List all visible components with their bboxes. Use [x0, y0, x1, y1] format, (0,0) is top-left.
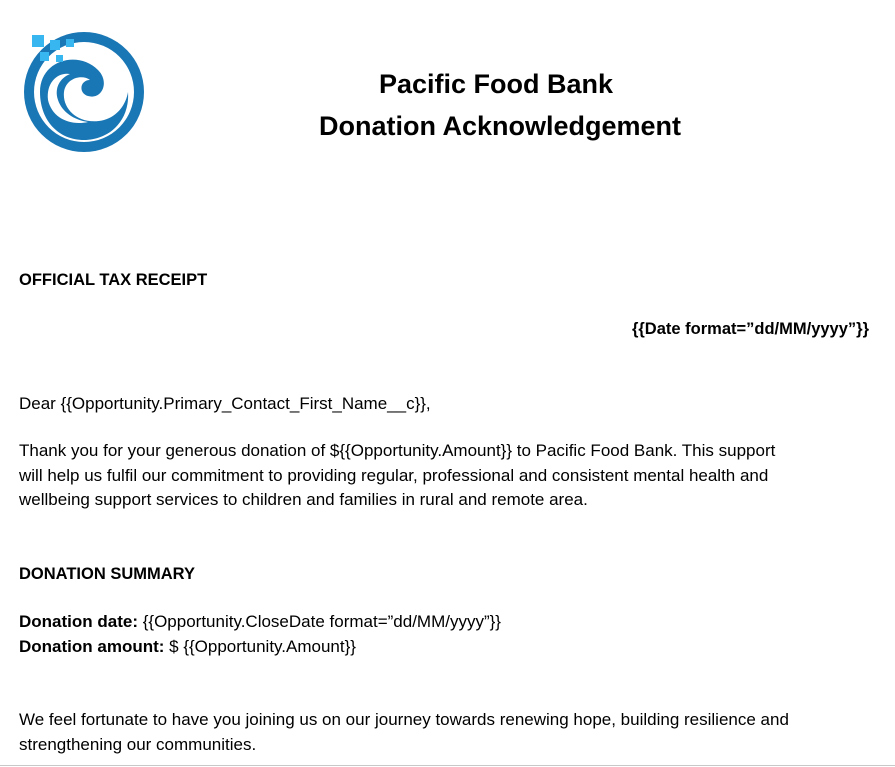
salutation: Dear {{Opportunity.Primary_Contact_First_Name__c}},: [19, 394, 431, 413]
donation-amount-row: [19, 635, 356, 660]
closing-line: strengthening our communities.: [19, 734, 257, 754]
closing-line: We feel fortunate to have you joining us on our journey towards renewing hope, building resilience and: [19, 710, 789, 729]
thank-you-paragraph: [19, 439, 869, 513]
donation-date-row: [19, 610, 501, 635]
wave-logo-icon: [18, 30, 150, 154]
paragraph-line: will help us fulfil our commitment to providing regular, professional and consistent mental health and: [19, 465, 769, 485]
paragraph-line: wellbeing support services to children and families in rural and remote area.: [19, 490, 588, 509]
donation-amount-label: Donation amount:: [19, 637, 165, 656]
donation-date-value: {{Opportunity.CloseDate format=”dd/MM/yyyy”}}: [138, 612, 501, 631]
document-title: Donation Acknowledgement: [319, 111, 682, 141]
page-bottom-divider: [0, 765, 895, 766]
closing-paragraph: [19, 708, 879, 757]
official-tax-receipt-heading: OFFICIAL TAX RECEIPT: [19, 271, 208, 289]
paragraph-line: Thank you for your generous donation of ${{Opportunity.Amount}} to Pacific Food Bank. This support: [19, 441, 776, 460]
org-name-title: Pacific Food Bank: [379, 69, 614, 99]
donation-date-label: Donation date:: [19, 612, 138, 631]
donation-summary-heading: DONATION SUMMARY: [19, 565, 195, 583]
donation-amount-value: $ {{Opportunity.Amount}}: [164, 637, 356, 656]
receipt-date-field: {{Date format=”dd/MM/yyyy”}}: [631, 320, 869, 338]
